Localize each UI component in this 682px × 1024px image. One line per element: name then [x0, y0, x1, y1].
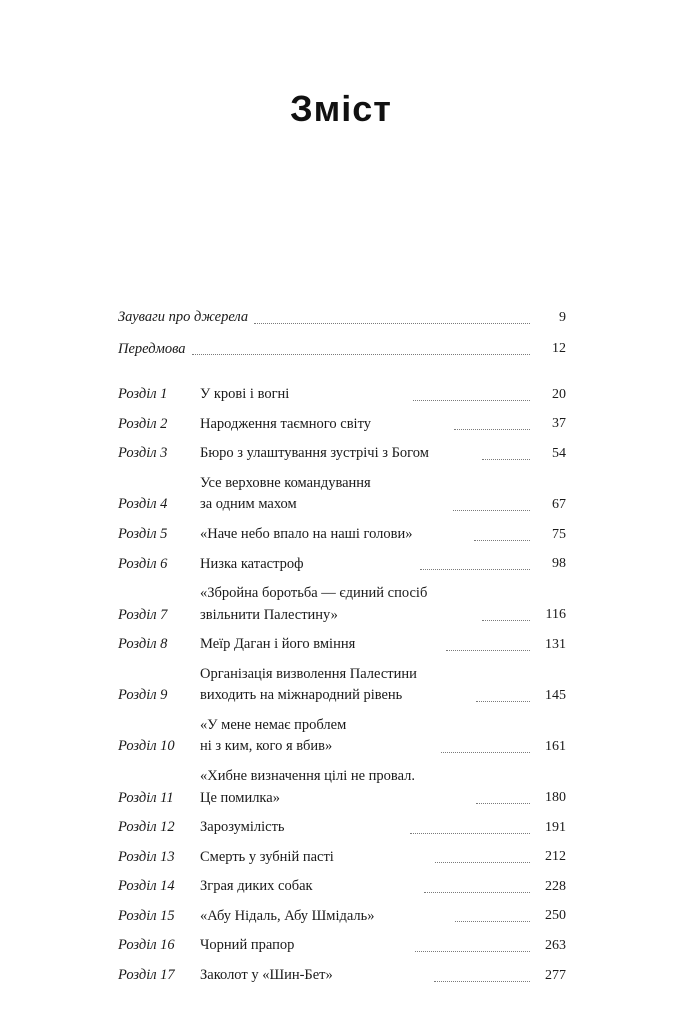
entry-page-number: 161	[545, 739, 567, 755]
chapter-title-line: Зграя диких собак	[200, 878, 313, 895]
chapter-title	[196, 555, 414, 575]
entry-page-number: 180	[545, 790, 567, 806]
chapter-title-line: «У мене немає проблем	[200, 716, 347, 733]
chapter-label: Розділ 1	[118, 386, 168, 403]
chapter-title-line: виходить на міжнародний рівень	[200, 687, 403, 704]
chapter-title	[196, 584, 476, 625]
chapter-title-line: «Абу Нідаль, Абу Шмідаль»	[200, 907, 375, 924]
entry-page-number: 37	[552, 416, 567, 432]
dot-leader	[424, 891, 530, 893]
entry-page-number: 98	[552, 556, 566, 572]
chapter-title	[196, 385, 407, 405]
list-item[interactable]	[118, 635, 566, 655]
chapter-title-line: Бюро з улаштування зустрічі з Богом	[200, 445, 429, 462]
dot-leader	[420, 568, 530, 570]
dot-leader	[410, 832, 530, 834]
chapter-title	[196, 716, 435, 757]
dot-leader	[254, 322, 530, 324]
entry-page-number: 54	[552, 445, 566, 461]
entry-page-number: 67	[552, 497, 567, 513]
chapter-title-line: Чорний прапор	[200, 937, 295, 954]
chapter-title-line: Низка катастроф	[200, 555, 304, 572]
dot-leader	[482, 619, 530, 621]
chapter-label: Розділ 5	[118, 525, 168, 542]
chapter-label: Розділ 2	[118, 415, 168, 432]
dot-leader	[454, 428, 531, 430]
list-item[interactable]	[118, 474, 566, 515]
entry-label: Передмова	[118, 340, 186, 357]
chapter-title	[196, 936, 409, 956]
chapter-title	[196, 848, 429, 868]
chapter-label: Розділ 10	[118, 738, 175, 755]
chapter-label: Розділ 3	[118, 445, 168, 462]
chapter-title-line: Заколот у «Шин-Бет»	[200, 966, 333, 983]
dot-leader	[476, 802, 531, 804]
list-item[interactable]	[118, 907, 566, 927]
chapter-title-line: Меїр Даган і його вміння	[200, 636, 356, 653]
chapter-label: Розділ 8	[118, 636, 168, 653]
chapter-title	[196, 818, 404, 838]
chapter-title	[196, 415, 448, 435]
list-item[interactable]	[118, 584, 566, 625]
chapter-title	[196, 444, 476, 464]
chapter-title	[196, 877, 418, 897]
list-item[interactable]	[118, 415, 566, 435]
chapter-title-line: «Наче небо впало на наші голови»	[200, 525, 413, 542]
chapter-title	[196, 525, 468, 545]
entry-page-number: 116	[545, 607, 566, 623]
entry-page-number: 145	[545, 687, 567, 703]
chapter-title	[196, 907, 449, 927]
entry-page-number: 228	[545, 878, 566, 894]
chapter-label: Розділ 15	[118, 907, 175, 924]
page-title: Зміст	[290, 88, 392, 129]
list-item[interactable]	[118, 936, 566, 956]
chapter-label: Розділ 7	[118, 606, 168, 623]
list-item[interactable]	[118, 555, 566, 575]
chapter-title-line: У крові і вогні	[200, 386, 290, 403]
list-item[interactable]	[118, 716, 566, 757]
chapter-label: Розділ 9	[118, 687, 168, 704]
chapter-title-line: за одним махом	[200, 496, 297, 513]
entry-page-number: 75	[552, 526, 567, 542]
dot-leader	[482, 458, 530, 460]
chapter-title-line: Організація визволення Палестини	[200, 665, 417, 682]
list-item[interactable]	[118, 308, 566, 328]
list-item[interactable]	[118, 848, 566, 868]
chapter-label: Розділ 13	[118, 848, 175, 865]
list-item[interactable]	[118, 665, 566, 706]
chapter-title-line: звільнити Палестину»	[200, 606, 338, 623]
entry-page-number: 191	[545, 819, 567, 835]
list-item[interactable]	[118, 340, 566, 360]
chapter-title-line: Смерть у зубній пасті	[200, 848, 334, 865]
entry-page-number: 277	[545, 967, 566, 983]
dot-leader	[453, 509, 530, 511]
chapter-title	[196, 966, 428, 986]
list-item[interactable]	[118, 444, 566, 464]
chapter-title	[196, 635, 440, 655]
chapter-label: Розділ 17	[118, 966, 175, 983]
entry-page-number: 9	[559, 309, 566, 325]
entry-page-number: 12	[552, 341, 566, 357]
front-matter-group	[118, 308, 566, 359]
chapter-title-line: «Збройна боротьба — єдиний спосіб	[200, 585, 428, 602]
entry-page-number: 131	[545, 636, 567, 652]
dot-leader	[434, 980, 530, 982]
dot-leader	[474, 539, 530, 541]
chapter-label: Розділ 12	[118, 819, 175, 836]
chapter-label: Розділ 16	[118, 937, 175, 954]
list-item[interactable]	[118, 877, 566, 897]
chapter-title-line: Народження таємного світу	[200, 415, 371, 432]
entry-page-number: 250	[545, 908, 566, 924]
chapter-title	[196, 474, 447, 515]
entry-page-number: 20	[552, 386, 567, 402]
dot-leader	[455, 920, 530, 922]
list-item[interactable]	[118, 385, 566, 405]
chapter-group	[118, 385, 566, 985]
chapter-label: Розділ 6	[118, 555, 168, 572]
chapter-label: Розділ 4	[118, 496, 168, 513]
chapter-title-line: «Хибне визначення цілі не провал.	[200, 768, 416, 784]
dot-leader	[441, 751, 530, 753]
chapter-title-line: Це помилка»	[200, 789, 280, 806]
table-of-contents	[118, 308, 566, 996]
chapter-title	[196, 665, 470, 706]
chapter-title-line: Зарозумілість	[200, 819, 285, 836]
dot-leader	[476, 700, 530, 702]
entry-page-number: 263	[545, 938, 566, 954]
dot-leader	[415, 950, 530, 952]
list-item[interactable]	[118, 818, 566, 838]
chapter-title-line: Усе верховне командування	[200, 474, 371, 491]
list-item[interactable]	[118, 525, 566, 545]
chapter-title-line: ні з ким, кого я вбив»	[200, 738, 333, 755]
dot-leader	[192, 353, 530, 355]
dot-leader	[413, 399, 530, 401]
entry-page-number: 212	[545, 849, 567, 865]
dot-leader	[435, 861, 530, 863]
chapter-title	[196, 767, 470, 808]
list-item[interactable]	[118, 767, 566, 808]
list-item[interactable]	[118, 966, 566, 986]
chapter-label: Розділ 14	[118, 878, 175, 895]
entry-label: Зауваги про джерела	[118, 309, 249, 325]
dot-leader	[446, 649, 530, 651]
chapter-label: Розділ 11	[118, 789, 174, 806]
